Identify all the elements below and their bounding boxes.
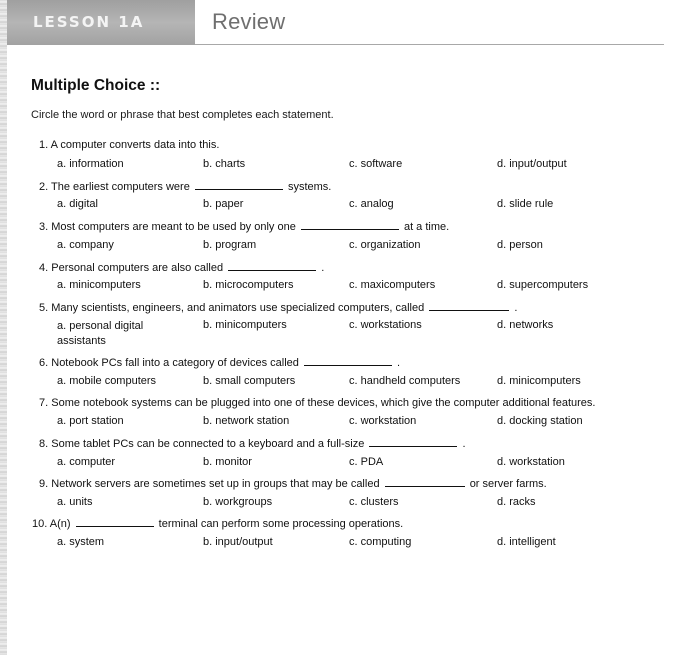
option-c[interactable]: c. workstations [349, 319, 422, 331]
option-a[interactable]: a. mobile computers [57, 375, 157, 387]
answer-blank [304, 356, 392, 366]
question-number: 10. [32, 518, 48, 530]
option-c[interactable]: c. organization [349, 239, 421, 251]
question-2 [39, 180, 331, 193]
option-c[interactable]: c. software [349, 158, 403, 170]
option-a[interactable]: a. personal digital assistants [57, 320, 144, 347]
option-a[interactable]: a. information [57, 158, 124, 170]
question-3 [39, 220, 449, 233]
option-b[interactable]: b. program [203, 239, 257, 251]
option-b[interactable]: b. minicomputers [203, 319, 287, 331]
option-b[interactable]: b. small computers [203, 375, 296, 387]
answer-blank [385, 477, 465, 487]
question-text: Network servers are sometimes set up in groups that may be called [51, 478, 380, 490]
question-6 [39, 356, 400, 369]
option-b[interactable]: b. microcomputers [203, 279, 294, 291]
question-number: 4. [39, 262, 49, 274]
option-b[interactable]: b. input/output [203, 536, 273, 548]
option-a[interactable]: a. computer [57, 456, 116, 468]
option-d[interactable]: d. input/output [497, 158, 567, 170]
option-d[interactable]: d. supercomputers [497, 279, 589, 291]
review-title: Review [212, 9, 286, 34]
question-5 [39, 301, 517, 314]
option-c[interactable]: c. PDA [349, 456, 384, 468]
option-d[interactable]: d. intelligent [497, 536, 556, 548]
question-text: terminal can perform some processing operations. [158, 518, 404, 530]
option-a[interactable]: a. company [57, 239, 114, 251]
question-7 [39, 397, 595, 409]
question-10 [32, 517, 403, 530]
question-text: Most computers are meant to be used by only one [51, 221, 296, 233]
question-number: 7. [39, 397, 49, 409]
option-b[interactable]: b. network station [203, 415, 290, 427]
option-d[interactable]: d. minicomputers [497, 375, 581, 387]
question-text: at a time. [403, 221, 450, 233]
question-number: 9. [39, 478, 49, 490]
question-text: Some notebook systems can be plugged into one of these devices, which give the computer additional features. [51, 397, 596, 409]
question-text: Some tablet PCs can be connected to a keyboard and a full-size [51, 438, 365, 450]
section-heading: Multiple Choice :: [31, 77, 161, 94]
question-text: A computer converts data into this. [50, 139, 220, 151]
question-1 [39, 139, 219, 151]
option-b[interactable]: b. paper [203, 198, 244, 210]
option-b[interactable]: b. monitor [203, 456, 252, 468]
question-text: . [462, 438, 466, 450]
question-number: 1. [39, 139, 49, 151]
question-9 [39, 477, 547, 490]
option-c[interactable]: c. clusters [349, 496, 399, 508]
question-text: Notebook PCs fall into a category of devices called [51, 357, 299, 369]
option-d[interactable]: d. person [497, 239, 543, 251]
answer-blank [301, 220, 399, 230]
option-d[interactable]: d. racks [497, 496, 536, 508]
question-text: Many scientists, engineers, and animators use specialized computers, called [51, 302, 425, 314]
option-a[interactable]: a. units [57, 496, 93, 508]
question-number: 2. [39, 181, 49, 193]
question-number: 5. [39, 302, 49, 314]
option-d[interactable]: d. networks [497, 319, 554, 331]
option-d[interactable]: d. slide rule [497, 198, 554, 210]
instructions-text: Circle the word or phrase that best completes each statement. [31, 109, 334, 121]
question-number: 3. [39, 221, 49, 233]
question-text: or server farms. [469, 478, 547, 490]
option-a[interactable]: a. minicomputers [57, 279, 141, 291]
option-a[interactable]: a. digital [57, 198, 98, 210]
option-d[interactable]: d. workstation [497, 456, 565, 468]
answer-blank [76, 517, 154, 527]
question-text: A(n) [49, 518, 71, 530]
option-c[interactable]: c. workstation [349, 415, 417, 427]
answer-blank [228, 261, 316, 271]
option-d[interactable]: d. docking station [497, 415, 583, 427]
option-c[interactable]: c. maxicomputers [349, 279, 436, 291]
option-b[interactable]: b. charts [203, 158, 246, 170]
option-a[interactable]: a. system [57, 536, 105, 548]
answer-blank [369, 437, 457, 447]
question-text: . [321, 262, 325, 274]
lesson-tab-label: LESSON 1A [33, 13, 145, 31]
question-4 [39, 261, 324, 274]
question-text: . [514, 302, 518, 314]
option-c[interactable]: c. analog [349, 198, 394, 210]
question-text: . [397, 357, 401, 369]
question-text: The earliest computers were [51, 181, 190, 193]
question-number: 8. [39, 438, 49, 450]
question-number: 6. [39, 357, 49, 369]
answer-blank [429, 301, 509, 311]
option-a[interactable]: a. port station [57, 415, 124, 427]
option-c[interactable]: c. computing [349, 536, 412, 548]
question-8 [39, 437, 466, 450]
option-c[interactable]: c. handheld computers [349, 375, 461, 387]
option-b[interactable]: b. workgroups [203, 496, 273, 508]
question-text: systems. [287, 181, 332, 193]
question-text: Personal computers are also called [51, 262, 224, 274]
answer-blank [195, 180, 283, 190]
